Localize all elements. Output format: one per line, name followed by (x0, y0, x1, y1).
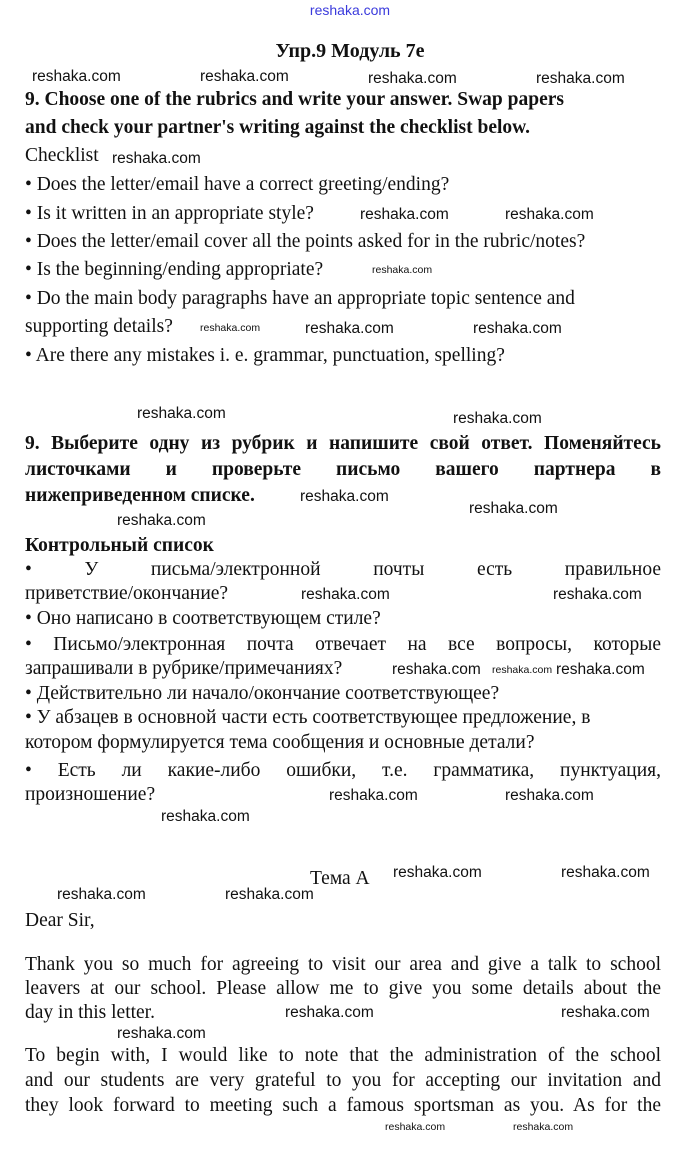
task-en-line: and check your partner's writing against the checklist below. (25, 117, 531, 138)
watermark: reshaka.com (453, 410, 542, 427)
letter-topic: Тема А (310, 868, 370, 889)
watermark: reshaka.com (285, 1004, 374, 1021)
letter-p2-line: To begin with, I would like to note that the administration of the school (25, 1045, 661, 1066)
task-ru-line: нижеприведенном списке. (25, 485, 255, 506)
task-ru-line: 9. Выберите одну из рубрик и напишите свой ответ. Поменяйтесь (25, 433, 661, 454)
watermark: reshaka.com (372, 264, 433, 276)
site-header-watermark: reshaka.com (309, 2, 391, 18)
watermark: reshaka.com (305, 320, 394, 337)
checklist-ru-item: • У абзацев в основной части есть соответствующее предложение, в (25, 707, 591, 728)
watermark: reshaka.com (200, 68, 289, 85)
watermark: reshaka.com (368, 70, 457, 87)
checklist-item: • Are there any mistakes i. e. grammar, punctuation, spelling? (25, 345, 505, 366)
checklist-ru-item: • Письмо/электронная почта отвечает на все вопросы, которые (25, 634, 661, 655)
checklist-item: • Is the beginning/ending appropriate? (25, 259, 324, 280)
task-en-line: 9. Choose one of the rubrics and write your answer. Swap papers (25, 89, 564, 110)
checklist-item: • Does the letter/email have a correct greeting/ending? (25, 174, 450, 195)
letter-p2-line: they look forward to meeting such a famous sportsman as you. As for the (25, 1095, 661, 1116)
watermark: reshaka.com (360, 206, 449, 223)
checklist-item: supporting details? (25, 316, 173, 337)
watermark: reshaka.com (505, 206, 594, 223)
task-ru-line: листочками и проверьте письмо вашего партнера в (25, 459, 661, 480)
checklist-ru-item: запрашивали в рубрике/примечаниях? (25, 658, 343, 679)
watermark: reshaka.com (385, 1121, 446, 1133)
watermark: reshaka.com (536, 70, 625, 87)
watermark: reshaka.com (505, 787, 594, 804)
checklist-item: • Do the main body paragraphs have an appropriate topic sentence and (25, 288, 575, 309)
watermark: reshaka.com (556, 661, 645, 678)
watermark: reshaka.com (561, 1004, 650, 1021)
checklist-ru-item: произношение? (25, 784, 156, 805)
checklist-item: • Does the letter/email cover all the points asked for in the rubric/notes? (25, 231, 586, 252)
watermark: reshaka.com (392, 661, 481, 678)
checklist-ru-item: • У письма/электронной почты есть правильное (25, 559, 661, 580)
checklist-ru-item: • Действительно ли начало/окончание соответствующее? (25, 683, 500, 704)
watermark: reshaka.com (513, 1121, 574, 1133)
watermark: reshaka.com (301, 586, 390, 603)
watermark: reshaka.com (300, 488, 389, 505)
watermark: reshaka.com (137, 405, 226, 422)
watermark: reshaka.com (393, 864, 482, 881)
watermark: reshaka.com (225, 886, 314, 903)
checklist-ru-item: приветствие/окончание? (25, 583, 229, 604)
watermark: reshaka.com (200, 322, 261, 334)
watermark: reshaka.com (57, 886, 146, 903)
checklist-ru-item: • Оно написано в соответствующем стиле? (25, 608, 381, 629)
letter-p1-line: Thank you so much for agreeing to visit our area and give a talk to school (25, 954, 661, 975)
watermark: reshaka.com (117, 1025, 206, 1042)
watermark: reshaka.com (561, 864, 650, 881)
letter-p1-line: day in this letter. (25, 1002, 155, 1023)
page-title: Упр.9 Модуль 7е (275, 40, 425, 62)
checklist-item: • Is it written in an appropriate style? (25, 203, 314, 224)
watermark: reshaka.com (329, 787, 418, 804)
watermark: reshaka.com (32, 68, 121, 85)
checklist-ru-item: котором формулируется тема сообщения и основные детали? (25, 732, 535, 753)
letter-greeting: Dear Sir, (25, 910, 95, 931)
watermark: reshaka.com (161, 808, 250, 825)
watermark: reshaka.com (553, 586, 642, 603)
checklist-ru-label: Контрольный список (25, 535, 214, 556)
checklist-ru-item: • Есть ли какие-либо ошибки, т.е. грамматика, пунктуация, (25, 760, 661, 781)
letter-p2-line: and our students are very grateful to you for accepting our invitation and (25, 1070, 661, 1091)
watermark: reshaka.com (492, 664, 553, 676)
checklist-label: Checklist (25, 145, 99, 166)
watermark: reshaka.com (469, 500, 558, 517)
watermark: reshaka.com (117, 512, 206, 529)
watermark: reshaka.com (112, 150, 201, 167)
watermark: reshaka.com (473, 320, 562, 337)
letter-p1-line: leavers at our school. Please allow me to give you some details about the (25, 978, 661, 999)
